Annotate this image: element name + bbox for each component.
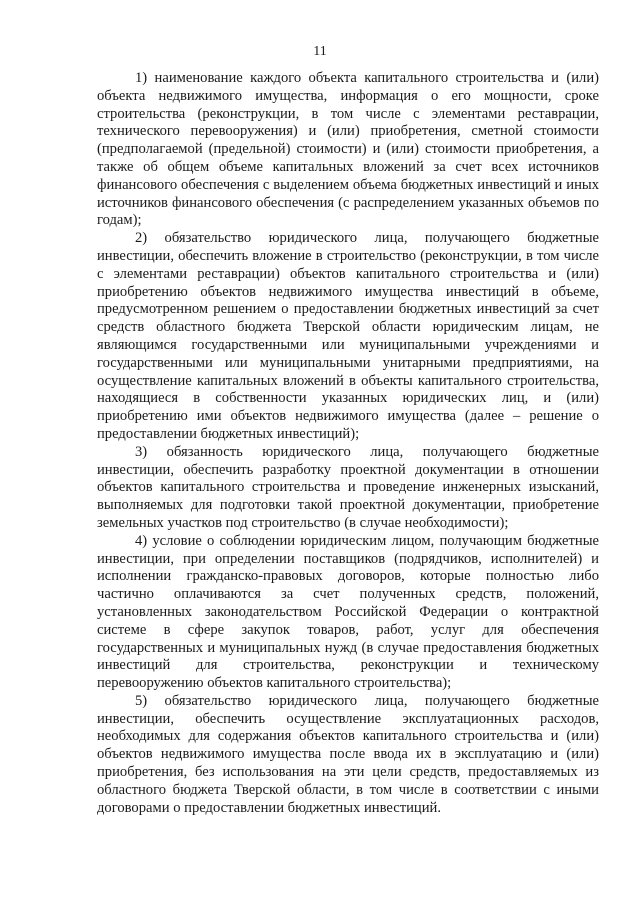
paragraph-5: 5) обязательство юридического лица, получающего бюджетные инвестиции, обеспечить осуществление эксплуатационных расходов, необходимых для содержания объектов капитального строительства и (или) объектов недвижимого имущества после ввода их в эксплуатацию и (или) приобретения, без использования на эти цели средств, предоставляемых из областного бюджета Тверской области, в том числе в соответствии с иными договорами о предоставлении бюджетных инвестиций.: [97, 692, 599, 816]
document-body: [97, 70, 599, 817]
paragraph-4: 4) условие о соблюдении юридическим лицом, получающим бюджетные инвестиции, при определении поставщиков (подрядчиков, исполнителей) и исполнении гражданско-правовых договоров, которые полностью либо частично оплачиваются за счет полученных средств, положений, установленных законодательством Российской Федерации о контрактной системе в сфере закупок товаров, работ, услуг для обеспечения государственных и муниципальных нужд (в случае предоставления бюджетных инвестиций для строительства, реконструкции и техническому перевооружению объектов капитального строительства);: [97, 532, 599, 692]
paragraph-3: 3) обязанность юридического лица, получающего бюджетные инвестиции, обеспечить разработку проектной документации в отношении объектов капитального строительства и проведение инженерных изысканий, выполняемых для подготовки такой проектной документации, приобретение земельных участков под строительство (в случае необходимости);: [97, 443, 599, 531]
paragraph-1: 1) наименование каждого объекта капитального строительства и (или) объекта недвижимого имущества, информация о его мощности, сроке строительства (реконструкции, в том числе с элементами реставрации, технического перевооружения) и (или) приобретения, сметной стоимости (предполагаемой (предельной) стоимости) и (или) стоимости приобретения, а также об общем объеме капитальных вложений за счет всех источников финансового обеспечения с выделением объема бюджетных инвестиций и иных источников финансового обеспечения (с распределением указанных объемов по годам);: [97, 70, 599, 229]
page-number: 11: [313, 44, 327, 59]
paragraph-2: 2) обязательство юридического лица, получающего бюджетные инвестиции, обеспечить вложение в строительство (реконструкции, в том числе с элементами реставрации) объектов капитального строительства и (или) приобретению объектов недвижимого имущества инвестиций в объеме, предусмотренном решением о предоставлении бюджетных инвестиций за счет средств областного бюджета Тверской области юридическим лицам, не являющимся государственными или муниципальными учреждениями и государственными или муниципальными унитарными предприятиями, на осуществление капитальных вложений в объекты капитального строительства, находящиеся в собственности указанных юридических лиц, и (или) приобретению ими объектов недвижимого имущества (далее – решение о предоставлении бюджетных инвестиций);: [97, 230, 599, 442]
